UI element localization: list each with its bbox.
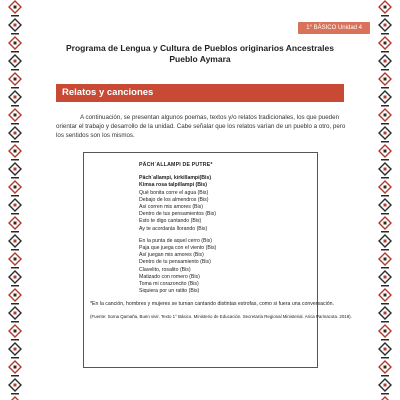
border-dot-mark [14,348,17,351]
poem-title: PÄCH´ALLAMPI DE PUTRE* [139,162,213,168]
border-dot-mark [384,330,387,333]
border-bar-mark [381,249,389,251]
poem-line: Así corren mis amores (Bis) [139,204,203,211]
border-dot-mark [384,150,387,153]
border-bar-mark [381,69,389,71]
border-bar-mark [11,141,19,143]
section-heading: Relatos y canciones [56,84,344,102]
border-dot-mark [14,204,17,207]
border-dot-mark [384,204,387,207]
border-bar-mark [381,375,389,377]
poem-line: Kimsa rosa talpillampi (Bis) [139,182,208,189]
border-dot-mark [14,150,17,153]
poem-stanza-2 [139,238,309,296]
border-bar-mark [11,249,19,251]
border-bar-mark [11,15,19,17]
border-bar-mark [11,33,19,35]
border-dot-mark [14,168,17,171]
border-bar-mark [381,267,389,269]
border-bar-mark [11,285,19,287]
border-bar-mark [11,213,19,215]
poem-line: Matizado con romero (Bis) [139,273,200,280]
poem-line: Ay te acordarás llorando (Bis) [139,225,208,232]
border-bar-mark [11,339,19,341]
border-bar-mark [11,321,19,323]
border-dot-mark [14,132,17,135]
border-bar-mark [381,159,389,161]
program-title-line-1: Programa de Lengua y Cultura de Pueblos originarios Ancestrales [66,43,334,53]
border-dot-mark [384,258,387,261]
poem-line: Toma mi corazoncito (Bis) [139,281,199,288]
border-bar-mark [381,231,389,233]
border-dot-mark [384,96,387,99]
poem-line: Clavelito, rosalito (Bis) [139,266,191,273]
border-bar-mark [381,339,389,341]
border-dot-mark [384,78,387,81]
border-dot-mark [14,6,17,9]
program-title [0,43,400,65]
border-dot-mark [384,366,387,369]
border-bar-mark [11,105,19,107]
border-bar-mark [381,303,389,305]
poem-line: Así juegan mis amores (Bis) [139,252,204,259]
border-bar-mark [11,393,19,395]
poem-line: Dentro de tus pensamientos (Bis) [139,211,216,218]
border-bar-mark [381,177,389,179]
program-title-line-2: Pueblo Aymara [169,54,231,64]
border-dot-mark [14,330,17,333]
border-dot-mark [14,366,17,369]
border-bar-mark [381,15,389,17]
poem-line: Päch´allampi, kirkillampi(Bis) [139,175,212,182]
border-bar-mark [11,69,19,71]
poem-line: Siquiera por un ratito (Bis) [139,288,200,295]
border-dot-mark [14,96,17,99]
poem-line: Paja que juega con el viento (Bis) [139,245,217,252]
border-bar-mark [381,357,389,359]
border-dot-mark [384,24,387,27]
border-dot-mark [384,276,387,279]
border-dot-mark [14,114,17,117]
border-dot-mark [14,222,17,225]
border-bar-mark [381,33,389,35]
border-dot-mark [384,312,387,315]
border-bar-mark [11,87,19,89]
border-bar-mark [381,213,389,215]
border-dot-mark [384,240,387,243]
border-dot-mark [14,294,17,297]
border-dot-mark [14,78,17,81]
border-bar-mark [11,375,19,377]
border-bar-mark [381,123,389,125]
border-bar-mark [11,357,19,359]
border-dot-mark [384,348,387,351]
poem-document-frame [83,152,352,368]
poem-line: Dentro de tu pensamiento (Bis) [139,259,211,266]
border-bar-mark [11,267,19,269]
border-dot-mark [384,168,387,171]
border-bar-mark [381,105,389,107]
poem-source: (Fuente: Soma Qamaña, Buen vivir. Texto 1° Básico. Ministerio de Educación. Secretaría Regional Ministerial. Arica Parinacota. 2018). [90,313,352,319]
poem-stanza-1 [139,175,309,233]
poem-line: Esto te digo cantando (Bis) [139,218,202,225]
poem-line: Debajo de los almendros (Bis) [139,196,209,203]
border-dot-mark [384,294,387,297]
border-dot-mark [14,276,17,279]
border-dot-mark [14,258,17,261]
border-dot-mark [14,240,17,243]
border-bar-mark [381,321,389,323]
border-bar-mark [11,303,19,305]
border-bar-mark [11,123,19,125]
border-dot-mark [384,384,387,387]
border-dot-mark [384,132,387,135]
border-bar-mark [11,159,19,161]
border-dot-mark [14,24,17,27]
border-dot-mark [384,222,387,225]
border-bar-mark [11,177,19,179]
border-dot-mark [384,6,387,9]
grade-unit-badge: 1° BÁSICO Unidad 4 [298,22,370,34]
intro-paragraph: A continuación, se presentan algunos poemas, textos y/o relatos tradicionales, los que pueden orientar el trabajo y desarrollo de la unidad. Cabe señalar que los relatos varían de un pueblo a otro, pero los sentidos son los mismos. [56,114,346,139]
border-bar-mark [381,87,389,89]
border-bar-mark [11,231,19,233]
border-dot-mark [14,186,17,189]
poem-line: Qué bonita corre el agua (Bis) [139,189,209,196]
border-bar-mark [381,195,389,197]
border-bar-mark [381,285,389,287]
poem-line: En la punta de aquel cerro (Bis) [139,237,212,244]
border-dot-mark [384,114,387,117]
border-bar-mark [11,195,19,197]
border-bar-mark [381,393,389,395]
poem-footnote: *En la canción, hombres y mujeres se turnan cantando distintas estrofas, como si fuera una conversación. [90,301,334,308]
border-dot-mark [14,312,17,315]
border-bar-mark [381,141,389,143]
border-dot-mark [14,384,17,387]
border-dot-mark [384,186,387,189]
